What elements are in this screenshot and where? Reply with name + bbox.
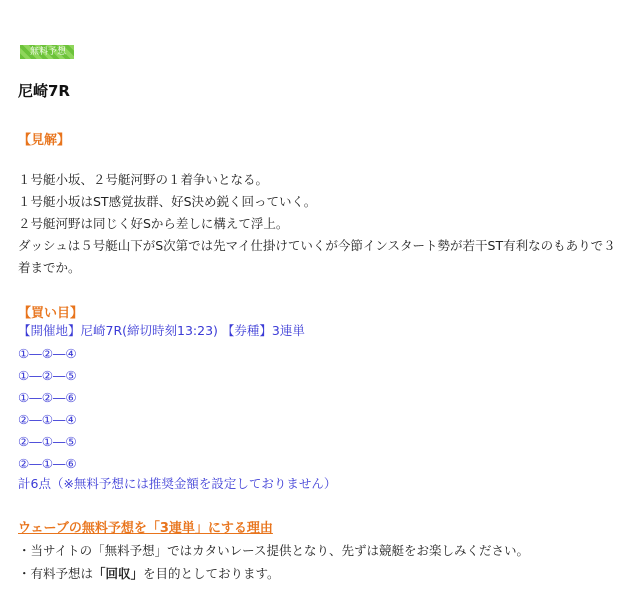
pick-item: ①―②―⑥ xyxy=(18,390,77,405)
view-heading: 【見解】 xyxy=(18,133,71,148)
bullet-paid-info xyxy=(18,564,280,582)
bullet2-post: を目的としております。 xyxy=(143,566,280,581)
race-info: 【開催地】尼崎7R(締切時刻13:23) 【券種】3連単 xyxy=(18,323,305,338)
total-points: 計6点（※無料予想には推奨金額を設定しておりません） xyxy=(18,476,337,491)
view-line: １号艇小坂はST感覚抜群、好S決め鋭く回っていく。 xyxy=(18,194,317,209)
view-line: １号艇小坂、２号艇河野の１着争いとなる。 xyxy=(18,172,269,187)
pick-item: ②―①―⑥ xyxy=(18,456,77,471)
pick-item: ②―①―⑤ xyxy=(18,434,77,449)
view-line: ２号艇河野は同じく好Sから差しに構えて浮上。 xyxy=(18,216,289,231)
buy-heading: 【買い目】 xyxy=(18,306,84,321)
view-line: ダッシュは５号艇山下がS次第では先マイ仕掛けていくが今節インスタート勢が若干ST有利なのもありで３着までか。 xyxy=(18,238,616,275)
reason-link[interactable]: ウェーブの無料予想を「3連単」にする理由 xyxy=(18,521,273,536)
pick-list xyxy=(18,343,77,475)
view-text xyxy=(18,169,628,279)
pick-item: ①―②―⑤ xyxy=(18,368,77,383)
pick-item: ②―①―④ xyxy=(18,412,77,427)
race-title: 尼崎7R xyxy=(18,82,70,100)
bullet2-bold: 「回収」 xyxy=(93,566,144,581)
pick-item: ①―②―④ xyxy=(18,346,77,361)
bullet-free-info: ・当サイトの「無料予想」ではカタいレース提供となり、先ずは競艇をお楽しみください。 xyxy=(18,543,530,558)
bullet2-pre: ・有料予想は xyxy=(18,566,94,581)
free-prediction-badge: 無料予想 xyxy=(20,45,74,59)
